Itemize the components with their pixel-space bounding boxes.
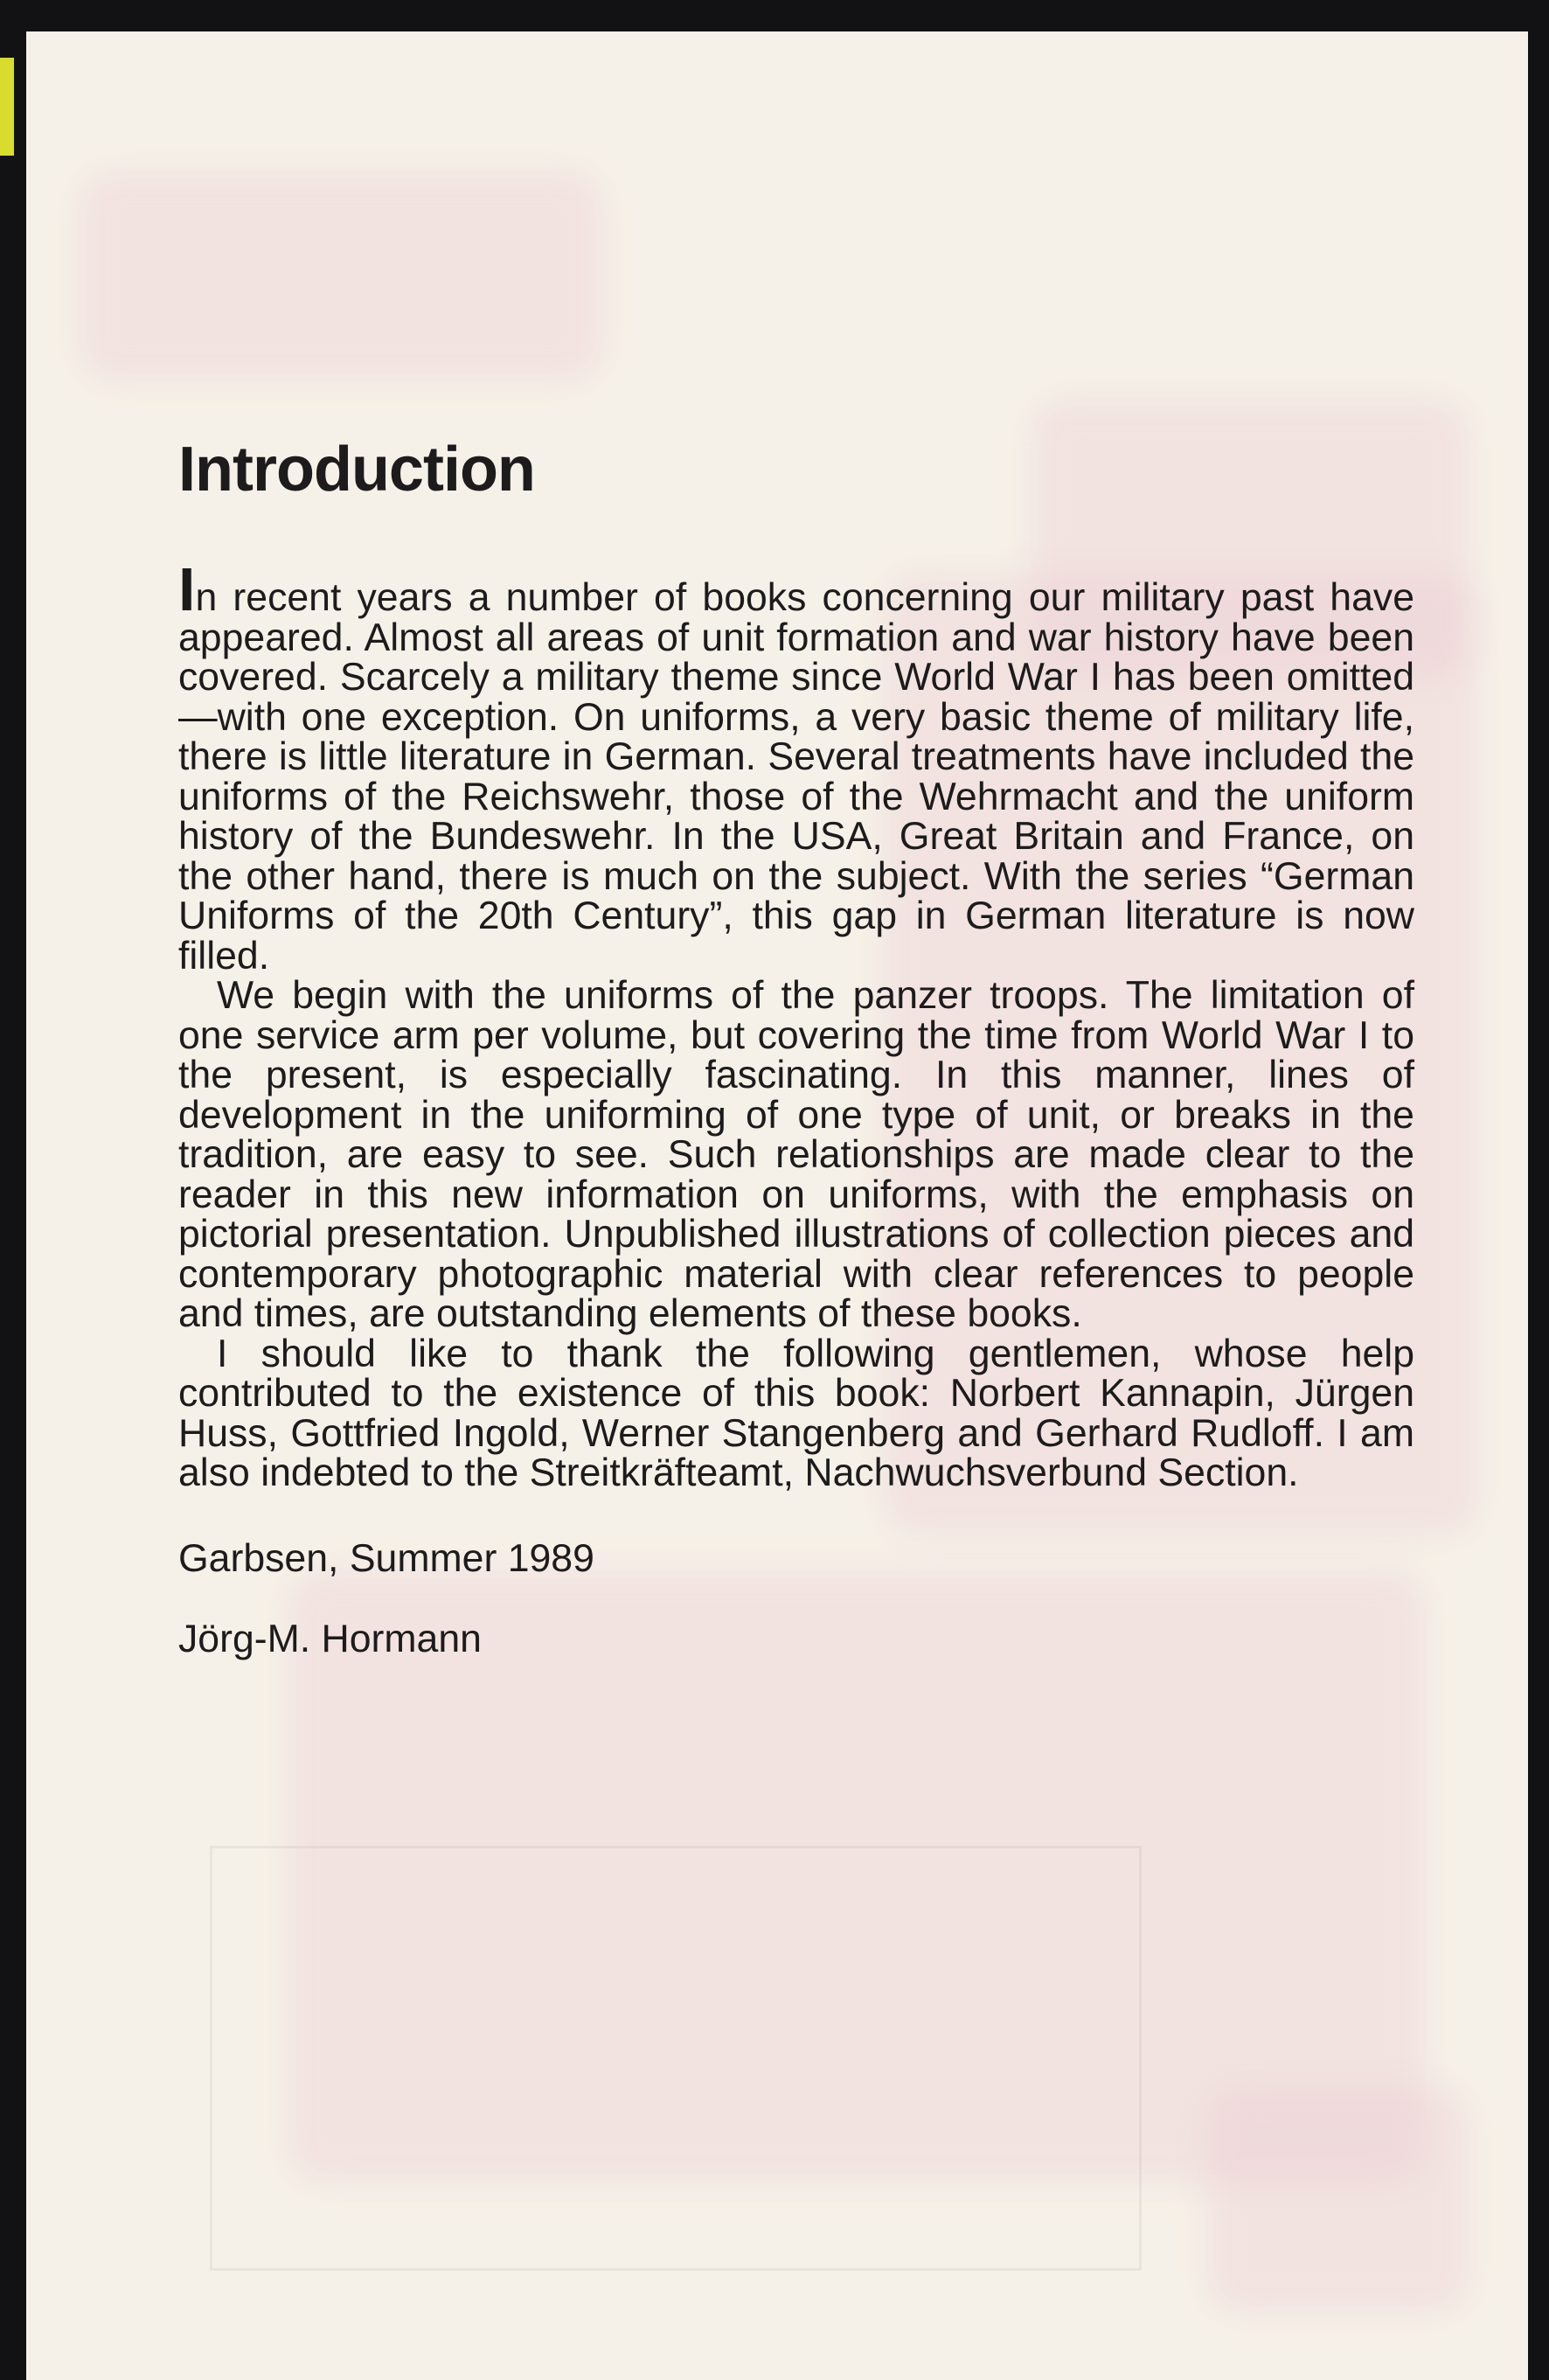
introduction-body [178, 555, 1414, 1494]
drop-cap: I [178, 555, 196, 623]
author-name: Jörg-M. Hormann [178, 1617, 482, 1660]
page-title: Introduction [178, 435, 535, 505]
paragraph-1 [178, 555, 1414, 978]
paragraph-3: I should like to thank the following gentlemen, whose help contributed to the existence of this book: Norbert Kannapin, Jürgen Huss, Gottfried Ingold, Werner Stangenberg and Gerhard Rudloff. I am also indebted to the Streitkräfteamt, Nachwuchsverbund Section. [178, 1332, 1414, 1494]
bleed-through-box [210, 1846, 1142, 2271]
paragraph-2: We begin with the uniforms of the panzer troops. The limitation of one service arm per volume, but covering the time from World War I to the present, is especially fascinating. In this manner, lines of development in the uniforming of one type of unit, or breaks in the tradition, are easy to see. Such relationships are made clear to the reader in this new information on uniforms, with the emphasis on pictorial presentation. Unpublished illustrations of collection pieces and contemporary photographic material with clear references to people and times, are outstanding elements of these books. [178, 974, 1414, 1335]
paragraph-1-text: n recent years a number of books concerning our military past have appeared. Almost all areas of unit formation and war history have been covered. Scarcely a military theme since World War I has been omitted—with one exception. On uniforms, a very basic theme of military life, there is little literature in German. Several treatments have included the uniforms of the Reichswehr, those of the Wehrmacht and the uniform history of the Bundeswehr. In the USA, Great Britain and France, on the other hand, there is much on the subject. With the series “German Uniforms of the 20th Century”, this gap in German literature is now filled. [178, 576, 1414, 978]
book-page [26, 31, 1528, 2380]
page-content [178, 430, 1414, 1700]
place-date: Garbsen, Summer 1989 [178, 1536, 594, 1580]
yellow-edge-tab [0, 58, 14, 156]
signoff [178, 1536, 1414, 1660]
